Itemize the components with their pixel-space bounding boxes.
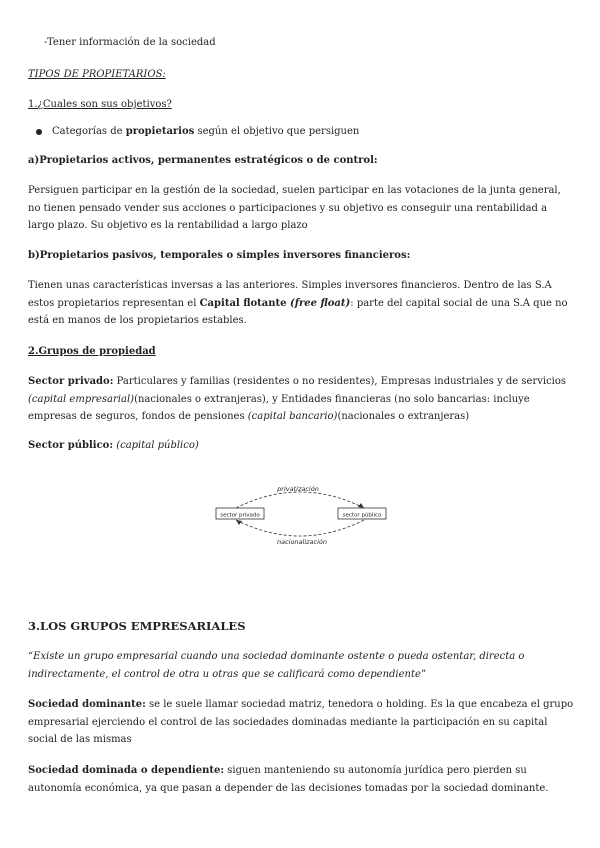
dominada-paragraph (28, 762, 574, 797)
pasivos-text-2: : parte del capital social de una S.A que no está en manos de los propietarios estables. (28, 297, 568, 326)
left-box-label: sector privado (220, 512, 260, 519)
pasivos-heading-text: b)Propietarios pasivos, temporales o simples inversores financieros: (28, 250, 411, 261)
grupos-propiedad-heading-text: 2.Grupos de propiedad (28, 346, 156, 357)
grupos-empresariales-heading-text: 3.LOS GRUPOS EMPRESARIALES (28, 619, 246, 633)
dominante-text: se le suele llamar sociedad matriz, tenedora o holding. Es la que encabeza el grupo empresarial ejerciendo el control de las sociedades dominadas mediante la participación en su capital social de las mismas (28, 699, 574, 745)
dominante-label: Sociedad dominante: (28, 699, 146, 710)
quote-close: ” (420, 668, 427, 680)
sector-privado-text-1: Particulares y familias (residentes o no residentes), Empresas industriales y de servicios (113, 376, 567, 387)
activos-text: Persiguen participar en la gestión de la sociedad, suelen participar en las votaciones de la junta general, no tienen pensado vender sus acciones o participaciones y su objetivo es conseguir una rentabilidad a largo plazo. Su objetivo es la rentabilidad a largo plazo (28, 185, 561, 231)
pasivos-heading (28, 247, 574, 265)
sector-privado-text-3: (nacionales o extranjeras) (337, 411, 470, 422)
heading-tipos (28, 66, 574, 84)
dominante-paragraph (28, 696, 574, 749)
sector-publico-label: Sector público: (28, 440, 114, 451)
top-label: privatización (277, 485, 319, 493)
bullet-text-post: según el objetivo que persiguen (194, 126, 360, 137)
capital-flotante-term: Capital flotante (199, 297, 287, 309)
free-float-term: (free float) (286, 297, 351, 309)
activos-paragraph (28, 182, 574, 235)
capital-empresarial-term: (capital empresarial) (28, 393, 135, 405)
quote-text: “Existe un grupo empresarial cuando una sociedad dominante ostente o pueda ostentar, directa o indirectamente, el control de otra u otras que se calificará como dependiente (28, 651, 525, 680)
grupos-empresariales-heading (28, 618, 574, 636)
definition-quote (28, 648, 574, 683)
right-box-label: sector público (342, 512, 382, 519)
bullet-text-pre: Categorías de (52, 126, 126, 137)
capital-publico-term: (capital público) (113, 440, 199, 451)
bullet-item (52, 123, 572, 141)
bottom-arc (236, 520, 364, 536)
pasivos-paragraph (28, 277, 574, 330)
dominada-text: siguen manteniendo su autonomía jurídica pero pierden su autonomía económica, ya que pasan a depender de las decisiones tomadas por la sociedad dominante. (28, 765, 549, 794)
capital-bancario-term: (capital bancario) (247, 411, 338, 422)
sector-privado-text-2: (nacionales o extranjeras), y Entidades financieras (no solo bancarias: incluye empresas de seguros, fondos de pensiones (28, 393, 530, 422)
sector-publico-paragraph (28, 437, 574, 455)
sector-privado-label: Sector privado: (28, 376, 114, 387)
sector-privado-paragraph (28, 373, 574, 426)
heading-objetivos-text: 1.¿Cuales son sus objetivos? (28, 99, 172, 110)
bullet-icon (36, 129, 42, 135)
intro-text: -Tener información de la sociedad (44, 37, 216, 48)
pasivos-text-1: Tienen unas características inversas a las anteriores. Simples inversores financieros. Dentro de las S.A estos propietarios representan el (28, 280, 552, 309)
activos-heading (28, 152, 574, 170)
activos-heading-text: a)Propietarios activos, permanentes estratégicos o de control: (28, 155, 378, 166)
bottom-label: nacionalización (276, 538, 328, 546)
heading-objetivos (28, 96, 574, 114)
privatization-cycle-diagram (200, 478, 400, 550)
dominada-label: Sociedad dominada o dependiente: (28, 765, 225, 776)
bullet-text-bold: propietarios (125, 126, 195, 137)
intro-line (44, 34, 590, 52)
heading-tipos-text: TIPOS DE PROPIETARIOS: (28, 69, 166, 80)
grupos-propiedad-heading (28, 343, 574, 361)
top-arc (236, 492, 364, 508)
